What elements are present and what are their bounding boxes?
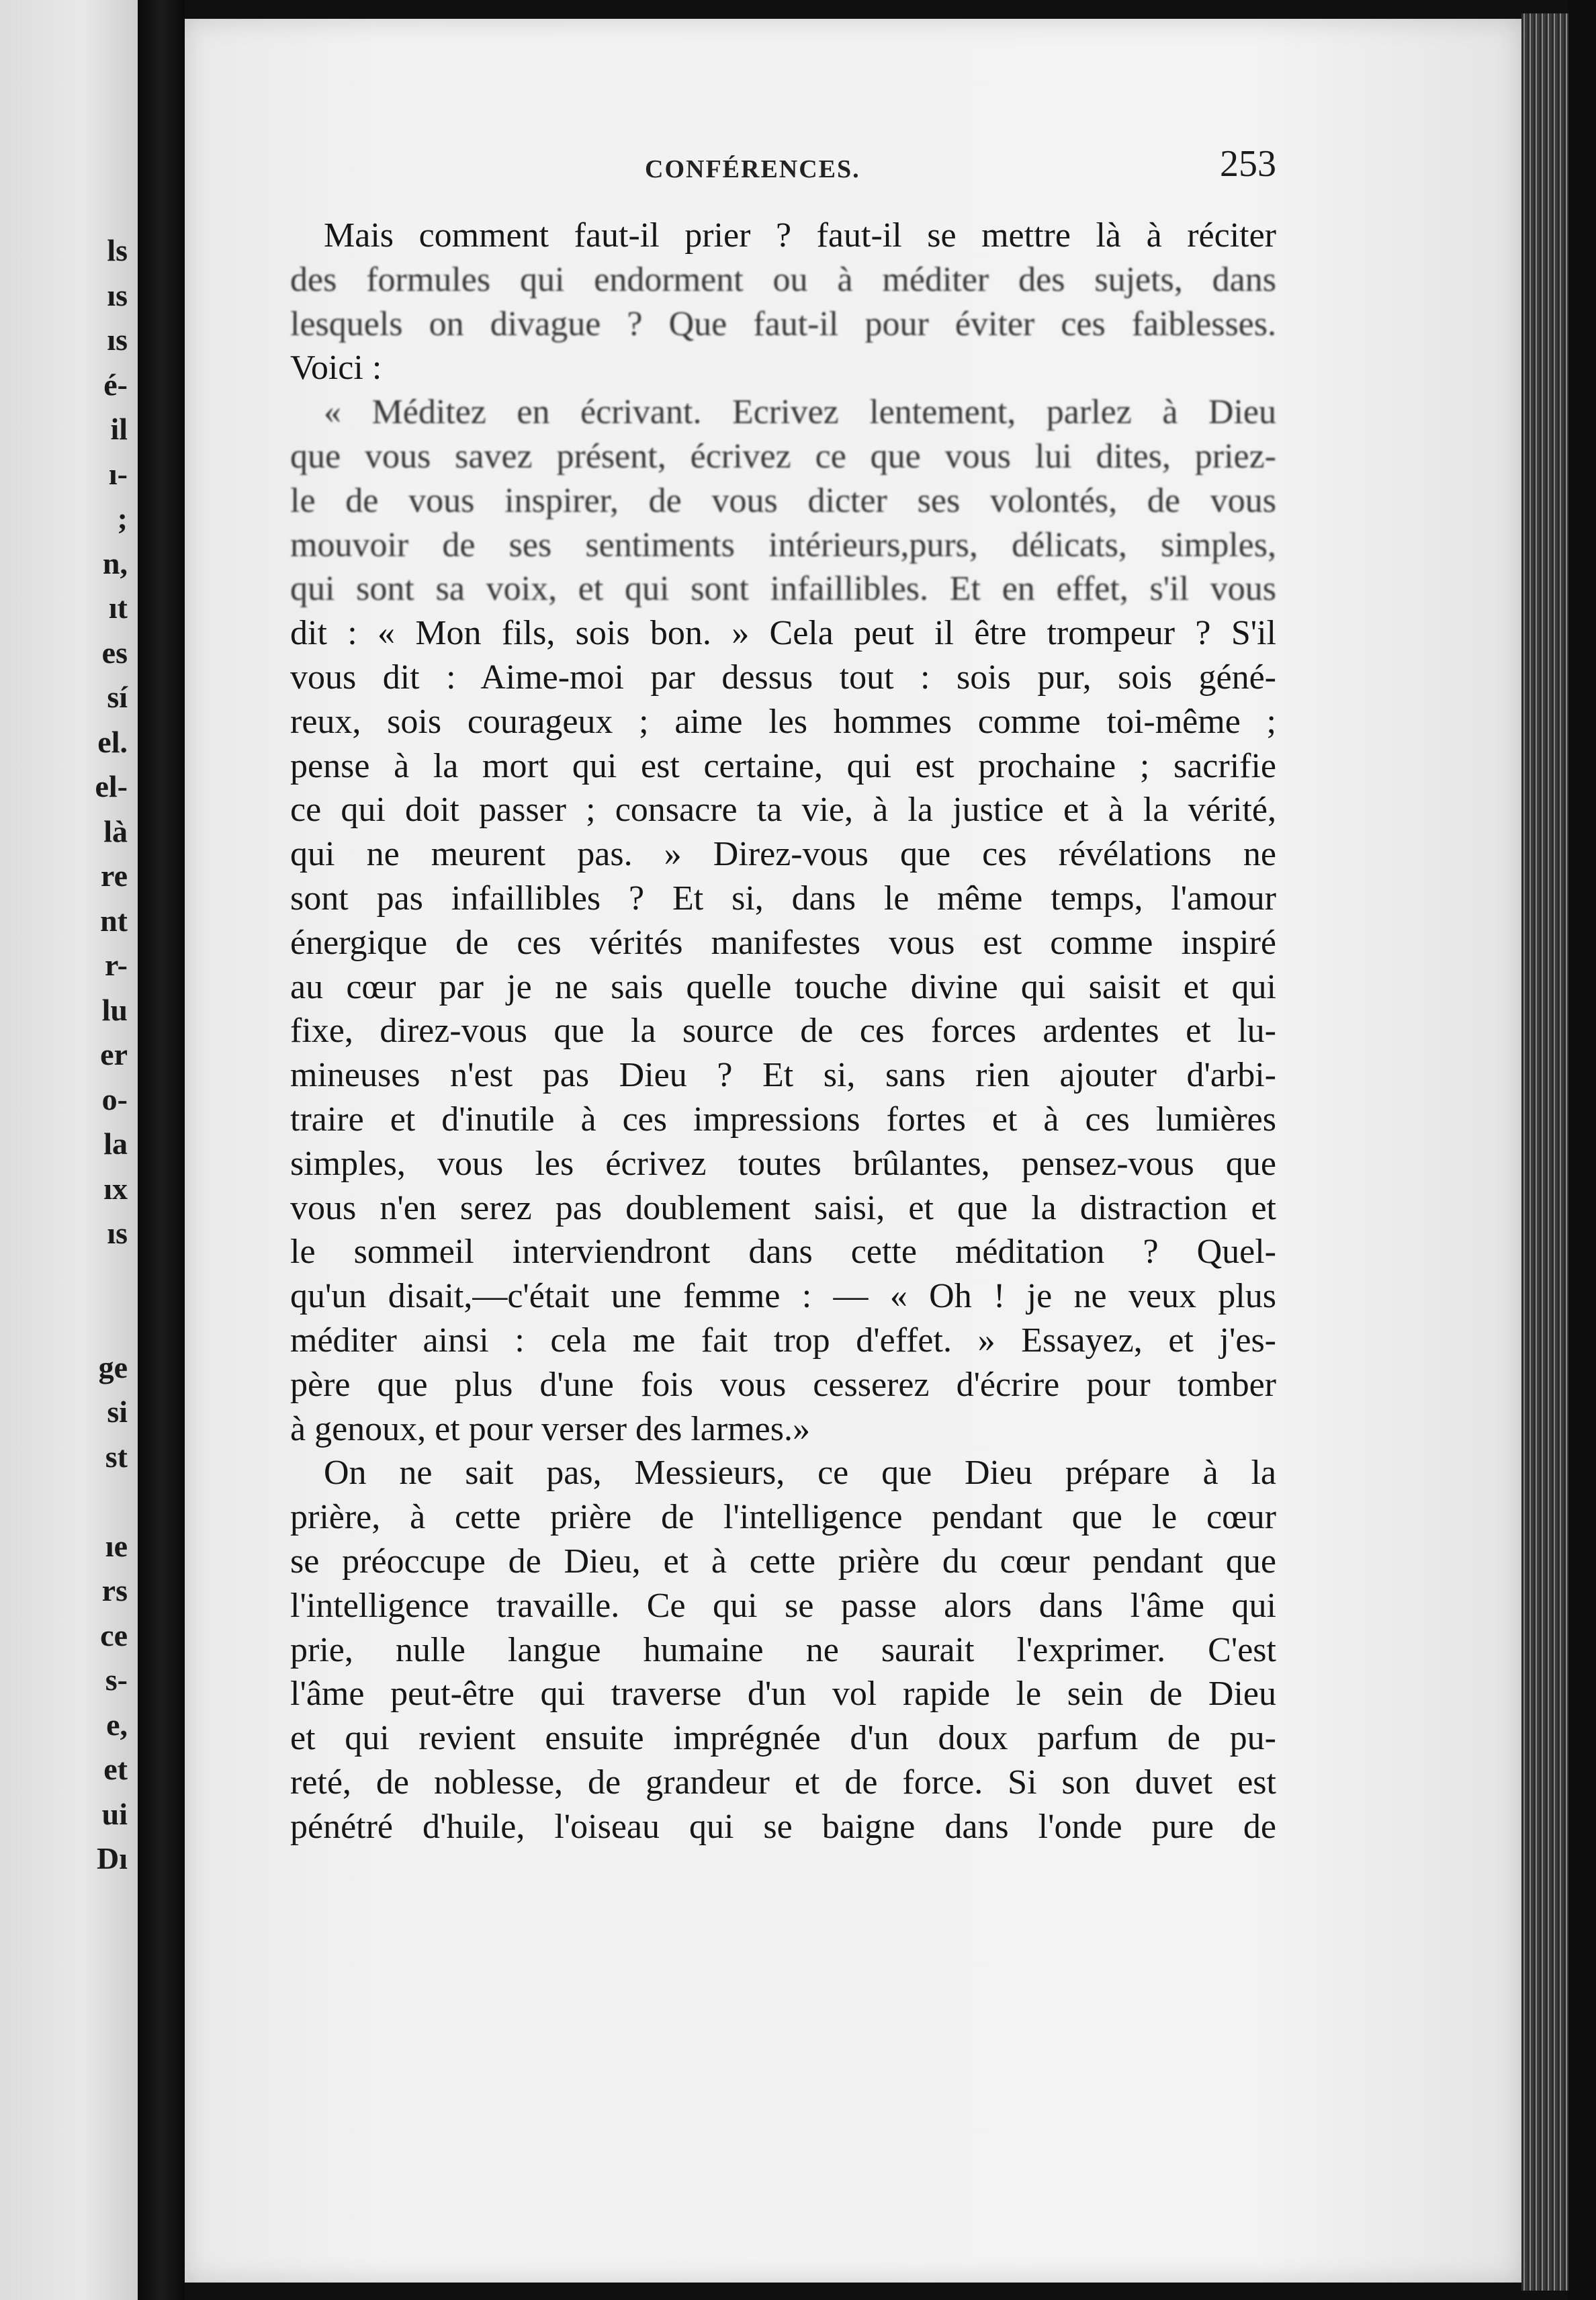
text-line: traire et d'inutile à ces impressions fortes et à ces lumières [290,1100,1276,1139]
left-page-fragment-line [0,1256,128,1301]
left-page-fragment-line: el- [95,769,128,803]
text-line: dit : « Mon fils, sois bon. » Cela peut il être trompeur ? S'il [290,614,1276,653]
text-line: simples, vous les écrivez toutes brûlantes, pensez-vous que [290,1144,1276,1183]
left-page-fragment-line: là [103,813,128,848]
left-page-fragment [0,0,138,2300]
left-page-fragment-line: ıs [107,277,128,312]
left-page-fragment-line: n, [102,545,128,580]
left-page-fragment-line [0,1479,128,1524]
left-page-fragment-line: ge [98,1350,128,1384]
left-page-fragment-line: rs [101,1573,128,1607]
scan-border [1568,0,1596,2300]
text-line: qui ne meurent pas. » Direz-vous que ces révélations ne [290,835,1276,874]
left-page-fragment-line: ıe [105,1528,128,1563]
left-page-fragment-line: es [101,635,128,670]
text-line: le de vous inspirer, de vous dicter ses volontés, de vous [290,481,1276,520]
text-line: père que plus d'une fois vous cesserez d'écrire pour tomber [290,1365,1276,1404]
left-page-fragment-line: ıs [107,1216,128,1250]
left-page-fragment-line: ; [117,501,128,535]
left-page-fragment-line: é- [103,367,128,402]
left-page-fragment-line: sí [107,680,128,714]
text-line: pénétré d'huile, l'oiseau qui se baigne dans l'onde pure de [290,1807,1276,1846]
left-page-fragment-line: ı- [108,456,128,491]
text-line: le sommeil interviendront dans cette méditation ? Quel- [290,1233,1276,1272]
left-page-fragment-line: Dı [97,1841,128,1875]
text-line: qui sont sa voix, et qui sont infaillibles. Et en effet, s'il vous [290,570,1276,609]
left-page-fragment-line: e, [106,1707,128,1742]
text-line: prière, à cette prière de l'intelligence pendant que le cœur [290,1498,1276,1537]
text-line: reté, de noblesse, de grandeur et de force. Si son duvet est [290,1763,1276,1802]
left-page-fragment-line: si [107,1395,128,1429]
left-page-fragment-line: r- [104,948,128,982]
page-header [296,142,1276,189]
left-page-fragment-line: ıx [103,1171,128,1206]
left-page-fragment-line: re [100,858,128,893]
text-line: l'âme peut-être qui traverse d'un vol rapide le sein de Dieu [290,1675,1276,1714]
text-line: mouvoir de ses sentiments intérieurs,purs, délicats, simples, [290,525,1276,564]
left-page-fragment-line: lu [101,992,128,1027]
left-page-fragment-line: el. [97,724,128,759]
page-edges [1521,13,1568,2291]
left-page-fragment-line: ıs [107,322,128,357]
left-page-fragment-line: ui [101,1796,128,1831]
text-line: fixe, direz-vous que la source de ces forces ardentes et lu- [290,1012,1276,1051]
left-page-fragment-line: la [103,1126,128,1161]
left-page-fragment-line: er [100,1037,128,1071]
text-line: Mais comment faut-il prier ? faut-il se mettre là à réciter [324,216,1276,255]
text-line: ce qui doit passer ; consacre ta vie, à la justice et à la vérité, [290,791,1276,830]
left-page-line-ends [0,228,134,1882]
text-line: reux, sois courageux ; aime les hommes comme toi-même ; [290,702,1276,741]
left-page-fragment-line: ıt [108,590,128,625]
text-line: énergique de ces vérités manifestes vous est comme inspiré [290,923,1276,962]
text-line: méditer ainsi : cela me fait trop d'effet. » Essayez, et j'es- [290,1321,1276,1360]
left-page-fragment-line: ls [107,233,128,267]
text-line: que vous savez présent, écrivez ce que vous lui dites, priez- [290,437,1276,476]
left-page-fragment-line: ce [100,1618,128,1652]
text-line: « Méditez en écrivant. Ecrivez lentement, parlez à Dieu [324,393,1276,432]
text-line: pense à la mort qui est certaine, qui est prochaine ; sacrifie [290,746,1276,785]
left-page-fragment-line: st [105,1439,128,1474]
left-page-fragment-line: nt [100,903,128,938]
left-page-fragment-line: s- [105,1663,128,1697]
text-line: à genoux, et pour verser des larmes.» [290,1409,810,1448]
left-page-fragment-line: o- [101,1081,128,1116]
text-line: sont pas infaillibles ? Et si, dans le même temps, l'amour [290,879,1276,918]
left-page-fragment-line: et [103,1752,128,1786]
text-line: l'intelligence travaille. Ce qui se passe alors dans l'âme qui [290,1586,1276,1625]
page-number: 253 [1220,143,1276,185]
text-line: lesquels on divague ? Que faut-il pour éviter ces faiblesses. [290,304,1276,343]
text-line: Voici : [290,349,382,388]
text-line: mineuses n'est pas Dieu ? Et si, sans rien ajouter d'arbi- [290,1056,1276,1095]
running-title: CONFÉRENCES. [645,155,860,183]
text-line: des formules qui endorment ou à méditer des sujets, dans [290,260,1276,299]
left-page-fragment-line: il [110,412,128,446]
body-text [290,214,1276,1849]
text-line: On ne sait pas, Messieurs, ce que Dieu prépare à la [324,1454,1276,1493]
text-line: prie, nulle langue humaine ne saurait l'exprimer. C'est [290,1630,1276,1669]
text-line: vous n'en serez pas doublement saisi, et que la distraction et [290,1188,1276,1227]
text-line: se préoccupe de Dieu, et à cette prière du cœur pendant que [290,1542,1276,1581]
text-line: au cœur par je ne sais quelle touche divine qui saisit et qui [290,967,1276,1006]
left-page-fragment-line [0,1300,128,1345]
book-gutter [138,0,185,2300]
text-line: qu'un disait,—c'était une femme : — « Oh ! je ne veux plus [290,1277,1276,1316]
text-line: et qui revient ensuite imprégnée d'un doux parfum de pu- [290,1719,1276,1758]
text-line: vous dit : Aime-moi par dessus tout : sois pur, sois géné- [290,658,1276,697]
